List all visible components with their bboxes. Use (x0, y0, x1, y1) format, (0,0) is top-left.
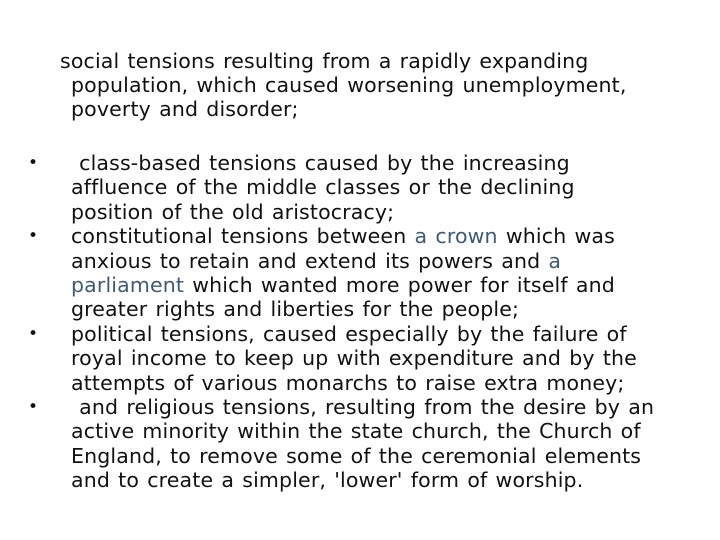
text-run: which wanted more power for itself and (184, 273, 615, 298)
bullet-line: and religious tensions, resulting from the desire by an (71, 395, 655, 420)
bullet-icon: • (28, 323, 39, 344)
crown-highlight: a crown (414, 224, 498, 249)
intro-line: population, which caused worsening unemployment, (71, 73, 627, 97)
bullet-line: political tensions, caused especially by the failure of (71, 321, 627, 346)
bullet-line: and to create a simpler, 'lower' form of worship. (71, 468, 584, 493)
bullet-line (71, 224, 708, 248)
bullet-item-political-tensions (28, 322, 708, 395)
intro-line: poverty and disorder; (71, 97, 299, 121)
bullet-line (71, 249, 708, 273)
intro-line: social tensions resulting from a rapidly expanding (60, 49, 589, 73)
bullet-line: position of the old aristocracy; (71, 199, 395, 224)
bullet-icon: • (28, 226, 39, 247)
intro-paragraph (60, 49, 700, 121)
text-run: which was (497, 224, 615, 249)
text-run: constitutional tensions between (71, 224, 415, 249)
bullet-line: greater rights and liberties for the people; (71, 297, 520, 322)
bullet-item-constitutional-tensions (28, 224, 708, 322)
bullet-line: active minority within the state church, the Church of (71, 419, 641, 444)
bullet-icon: • (28, 153, 39, 173)
bullet-icon: • (28, 397, 39, 418)
parliament-highlight: parliament (71, 273, 185, 298)
bullet-item-religious-tensions (28, 395, 708, 493)
bullet-line: attempts of various monarchs to raise extra money; (71, 370, 625, 395)
bullet-list (28, 151, 708, 493)
bullet-line: royal income to keep up with expenditure and by the (71, 346, 637, 371)
text-run: anxious to retain and extend its powers and (71, 248, 549, 273)
bullet-item-class-tensions (28, 151, 708, 224)
bullet-line: affluence of the middle classes or the declining (71, 175, 575, 200)
bullet-line (71, 273, 708, 297)
bullet-line: England, to remove some of the ceremonial elements (71, 443, 642, 468)
article-highlight: a (548, 248, 562, 273)
bullet-line: class-based tensions caused by the increasing (71, 151, 570, 175)
